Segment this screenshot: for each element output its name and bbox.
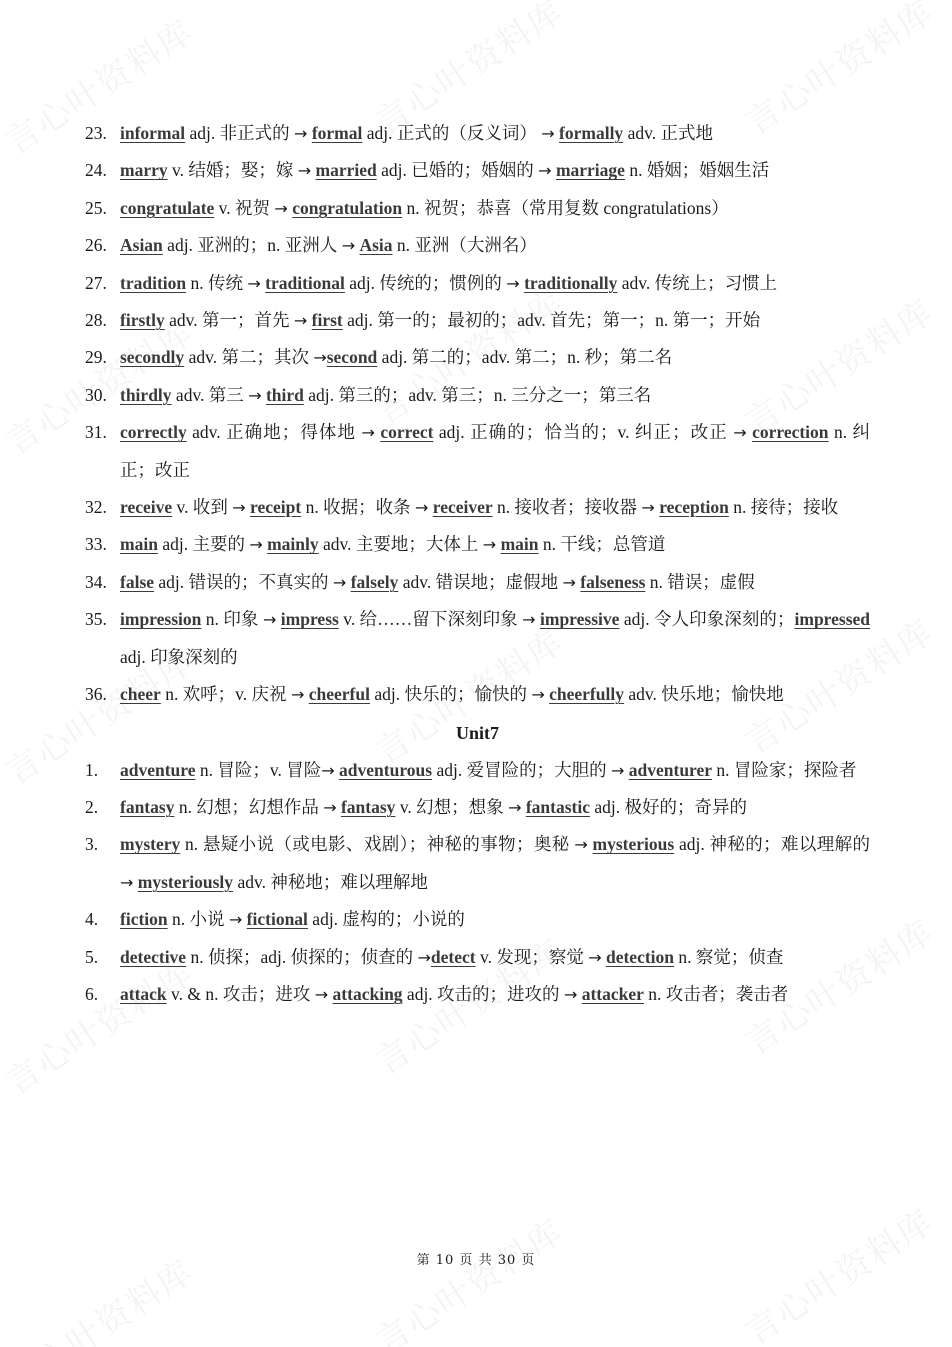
definition-text: adj. 极好的；奇异的 (590, 796, 748, 817)
definition-text: adv. 主要地；大体上 (318, 534, 483, 555)
definition-text: n. 侦探；adj. 侦探的；侦查的 (186, 946, 418, 967)
entry-number: 4. (85, 909, 99, 930)
headword: mysteriously (137, 871, 234, 892)
entry-number: 33. (85, 534, 107, 555)
entry-text (120, 227, 870, 264)
headword: adventure (120, 759, 196, 780)
definition-text: n. 传统 (186, 272, 248, 293)
entry-number: 3. (85, 834, 99, 855)
vocab-entry (85, 676, 870, 713)
headword: cheerful (308, 684, 370, 705)
vocab-entry (85, 227, 870, 264)
entry-text (120, 939, 870, 976)
arrow-icon: → (562, 572, 576, 592)
vocab-entry (85, 489, 870, 526)
entry-number: 25. (85, 197, 107, 218)
vocab-entry (85, 339, 870, 376)
definition-text: n. 婚姻；婚姻生活 (624, 160, 770, 181)
entry-text (120, 976, 870, 1013)
entry-number: 34. (85, 571, 107, 592)
vocab-entry (85, 939, 870, 976)
arrow-icon: → (248, 385, 262, 405)
headword: falsely (350, 571, 399, 592)
arrow-icon: → (506, 273, 520, 293)
definition-text: adj. 印象深刻的 (120, 646, 238, 667)
definition-text: n. 亚洲（大洲名） (392, 235, 537, 256)
headword: fiction (120, 909, 168, 930)
vocab-entry (85, 302, 870, 339)
headword: impression (120, 609, 202, 630)
entry-text (120, 489, 870, 526)
entry-text (120, 789, 870, 826)
headword: detection (605, 946, 675, 967)
headword: formal (311, 123, 363, 143)
arrow-icon: → (274, 198, 288, 218)
entry-text (120, 190, 870, 227)
definition-text: n. 接待；接收 (728, 497, 839, 518)
arrow-icon: → (641, 498, 655, 518)
headword: adventurous (339, 759, 433, 780)
vocab-entry (85, 414, 870, 489)
definition-text: v. & n. 攻击；进攻 (166, 983, 315, 1004)
entry-text (120, 414, 870, 489)
entry-number: 6. (85, 983, 99, 1004)
headword: detect (430, 946, 476, 967)
definition-text: adj. 令人印象深刻的； (619, 609, 795, 630)
headword: receive (120, 497, 173, 518)
entry-text (120, 601, 870, 676)
entry-number: 2. (85, 796, 99, 817)
entry-number: 5. (85, 946, 99, 967)
entry-text (120, 265, 870, 302)
arrow-icon: → (508, 797, 522, 817)
arrow-icon: → (522, 610, 536, 630)
definition-text: v. 祝贺 (214, 197, 275, 218)
definition-text: n. 察觉；侦查 (674, 946, 784, 967)
headword: firstly (120, 310, 165, 331)
entry-text (120, 676, 870, 713)
entry-text (120, 152, 870, 189)
headword: married (315, 160, 377, 181)
definition-text: n. 欢呼；v. 庆祝 (160, 684, 291, 705)
definition-text: adj. 传统的；惯例的 (344, 272, 507, 293)
arrow-icon: → (541, 124, 555, 143)
entry-number: 30. (85, 384, 107, 405)
definition-text: adv. 第三 (171, 384, 249, 405)
arrow-icon: → (482, 535, 497, 555)
definition-text: adj. 攻击的；进攻的 (402, 983, 564, 1004)
vocab-entry (85, 976, 870, 1013)
definition-text: n. 幻想；幻想作品 (174, 796, 324, 817)
vocab-entry (85, 789, 870, 826)
vocab-entry (85, 377, 870, 414)
arrow-icon: → (610, 760, 625, 780)
vocab-entry (85, 752, 870, 789)
entry-text (120, 752, 870, 789)
arrow-icon: → (228, 910, 243, 930)
definition-text: v. 幻想；想象 (395, 796, 509, 817)
entry-number: 23. (85, 123, 107, 143)
entry-text (120, 564, 870, 601)
entry-number: 31. (85, 422, 107, 443)
word-list-unit7 (85, 752, 870, 1014)
definition-text: adj. 正确的；恰当的；v. 纠正；改正 (433, 422, 734, 443)
definition-text: n. 接收者；接收器 (492, 497, 642, 518)
headword: detective (120, 946, 187, 967)
vocab-entry (85, 152, 870, 189)
definition-text: adj. 爱冒险的；大胆的 (432, 759, 611, 780)
arrow-icon: → (249, 535, 263, 555)
headword: fantasy (120, 796, 175, 817)
definition-text: adj. 错误的；不真实的 (154, 571, 333, 592)
definition-text: adj. 第一的；最初的；adv. 首先；第一；n. 第一；开始 (342, 310, 761, 331)
headword: Asia (359, 235, 393, 256)
definition-text: adj. 已婚的；婚姻的 (376, 160, 539, 181)
definition-text: adv. 正确地；得体地 (186, 422, 362, 443)
headword: fantasy (340, 796, 396, 817)
arrow-icon: → (313, 348, 327, 368)
headword: Asian (120, 235, 163, 256)
headword: cheerfully (549, 684, 624, 705)
headword: informal (120, 123, 186, 143)
arrow-icon: → (361, 423, 375, 443)
word-list-previous-unit (85, 115, 870, 714)
watermark-text (734, 1195, 942, 1347)
definition-text: v. 发现；察觉 (475, 946, 589, 967)
vocab-entry (85, 901, 870, 938)
arrow-icon: → (417, 947, 431, 967)
headword: congratulate (120, 197, 215, 218)
definition-text: adv. 错误地；虚假地 (398, 571, 563, 592)
entry-text (120, 302, 870, 339)
section-title-unit7: Unit7 (455, 722, 499, 743)
definition-text: n. 收据；收条 (301, 497, 415, 518)
definition-text: adj. 正式的（反义词） (362, 123, 542, 143)
definition-text: n. 干线；总管道 (538, 534, 666, 555)
headword: second (326, 347, 378, 368)
definition-text: n. 纠正；改正 (120, 422, 871, 480)
definition-text: n. 错误；虚假 (645, 571, 755, 592)
headword: impress (280, 609, 339, 630)
headword: fantastic (525, 796, 590, 817)
headword: impressed (794, 609, 871, 630)
definition-text: adv. 第二；其次 (184, 347, 314, 368)
headword: congratulation (292, 197, 403, 218)
watermark-text (364, 1205, 572, 1347)
headword: first (311, 310, 343, 331)
definition-text: adj. 亚洲的；n. 亚洲人 (162, 235, 342, 256)
headword: main (500, 534, 539, 555)
headword: impressive (540, 609, 620, 630)
definition-text: adj. 主要的 (157, 534, 250, 555)
entry-text (120, 115, 870, 152)
vocab-entry (85, 601, 870, 676)
headword: attacking (332, 983, 403, 1004)
headword: formally (559, 123, 624, 143)
headword: marriage (555, 160, 625, 181)
headword: cheer (120, 684, 161, 705)
headword: false (120, 571, 155, 592)
arrow-icon: → (247, 273, 261, 293)
definition-text: adj. 非正式的 (185, 123, 295, 143)
arrow-icon: → (563, 984, 578, 1004)
arrow-icon: → (314, 984, 329, 1004)
entry-text (120, 526, 870, 563)
definition-text: adj. 快乐的；愉快的 (369, 684, 532, 705)
vocab-entry (85, 526, 870, 563)
definition-text: adj. 第三的；adv. 第三；n. 三分之一；第三名 (303, 384, 652, 405)
entry-text (120, 901, 870, 938)
headword: reception (659, 497, 729, 518)
headword: main (120, 534, 158, 555)
definition-text: adj. 神秘的；难以理解的 (674, 834, 871, 855)
arrow-icon: → (120, 872, 134, 892)
arrow-icon: → (341, 236, 356, 256)
arrow-icon: → (293, 311, 308, 331)
definition-text: v. 给……留下深刻印象 (338, 609, 523, 630)
vocab-entry (85, 265, 870, 302)
headword: correction (752, 422, 829, 443)
entry-number: 24. (85, 160, 107, 181)
definition-text: n. 印象 (201, 609, 263, 630)
entry-text (120, 377, 870, 414)
arrow-icon: → (321, 760, 335, 780)
arrow-icon: → (323, 797, 337, 817)
arrow-icon: → (733, 423, 747, 443)
headword: mystery (120, 834, 181, 855)
definition-text: adv. 传统上；习惯上 (617, 272, 778, 293)
definition-text: n. 攻击者；袭击者 (643, 983, 789, 1004)
vocab-entry (85, 826, 870, 901)
headword: receipt (250, 497, 302, 518)
definition-text: n. 悬疑小说（或电影、戏剧）；神秘的事物；奥秘 (180, 834, 575, 855)
headword: falseness (580, 571, 646, 592)
arrow-icon: → (232, 498, 246, 518)
headword: marry (120, 160, 168, 181)
arrow-icon: → (414, 498, 429, 518)
arrow-icon: → (290, 685, 305, 705)
headword: mainly (267, 534, 319, 555)
headword: adventurer (628, 759, 713, 780)
arrow-icon: → (588, 947, 602, 967)
entry-number: 32. (85, 497, 107, 518)
headword: thirdly (120, 384, 172, 405)
entry-number: 36. (85, 684, 107, 705)
entry-number: 26. (85, 235, 107, 256)
entry-text (120, 339, 870, 376)
arrow-icon: → (294, 124, 308, 143)
definition-text: v. 收到 (172, 497, 233, 518)
headword: traditionally (524, 272, 618, 293)
definition-text: adv. 快乐地；愉快地 (623, 684, 784, 705)
vocab-entry (85, 115, 870, 152)
arrow-icon: → (262, 610, 277, 630)
headword: attack (120, 983, 167, 1004)
headword: secondly (120, 347, 185, 368)
headword: receiver (432, 497, 493, 518)
arrow-icon: → (332, 572, 347, 592)
headword: third (265, 384, 304, 405)
entry-number: 28. (85, 310, 107, 331)
definition-text: adv. 第一；首先 (164, 310, 294, 331)
headword: correctly (120, 422, 187, 443)
definition-text: v. 结婚；娶；嫁 (167, 160, 298, 181)
entry-number: 1. (85, 759, 99, 780)
arrow-icon: → (574, 835, 588, 855)
definition-text: n. 冒险家；探险者 (712, 759, 857, 780)
definition-text: n. 小说 (167, 909, 229, 930)
page-footer: 第 10 页 共 30 页 (416, 1253, 536, 1268)
vocab-entry (85, 564, 870, 601)
definition-text: adv. 正式地 (623, 123, 713, 143)
arrow-icon: → (538, 161, 552, 181)
definition-text: n. 祝贺；恭喜（常用复数 congratulations） (402, 197, 729, 218)
entry-number: 27. (85, 272, 107, 293)
definition-text: adj. 虚构的；小说的 (307, 909, 465, 930)
definition-text: adv. 神秘地；难以理解地 (233, 871, 428, 892)
headword: correct (380, 422, 434, 443)
entry-number: 29. (85, 347, 107, 368)
entry-number: 35. (85, 609, 107, 630)
headword: fictional (246, 909, 308, 930)
headword: traditional (265, 272, 345, 293)
headword: mysterious (592, 834, 675, 855)
definition-text: n. 冒险；v. 冒险 (195, 759, 322, 780)
arrow-icon: → (297, 161, 312, 181)
headword: attacker (581, 983, 644, 1004)
arrow-icon: → (531, 685, 545, 705)
entry-text (120, 826, 870, 901)
definition-text: adj. 第二的；adv. 第二；n. 秒；第二名 (377, 347, 673, 368)
headword: tradition (120, 272, 187, 293)
vocab-entry (85, 190, 870, 227)
vocabulary-list (85, 115, 870, 1013)
